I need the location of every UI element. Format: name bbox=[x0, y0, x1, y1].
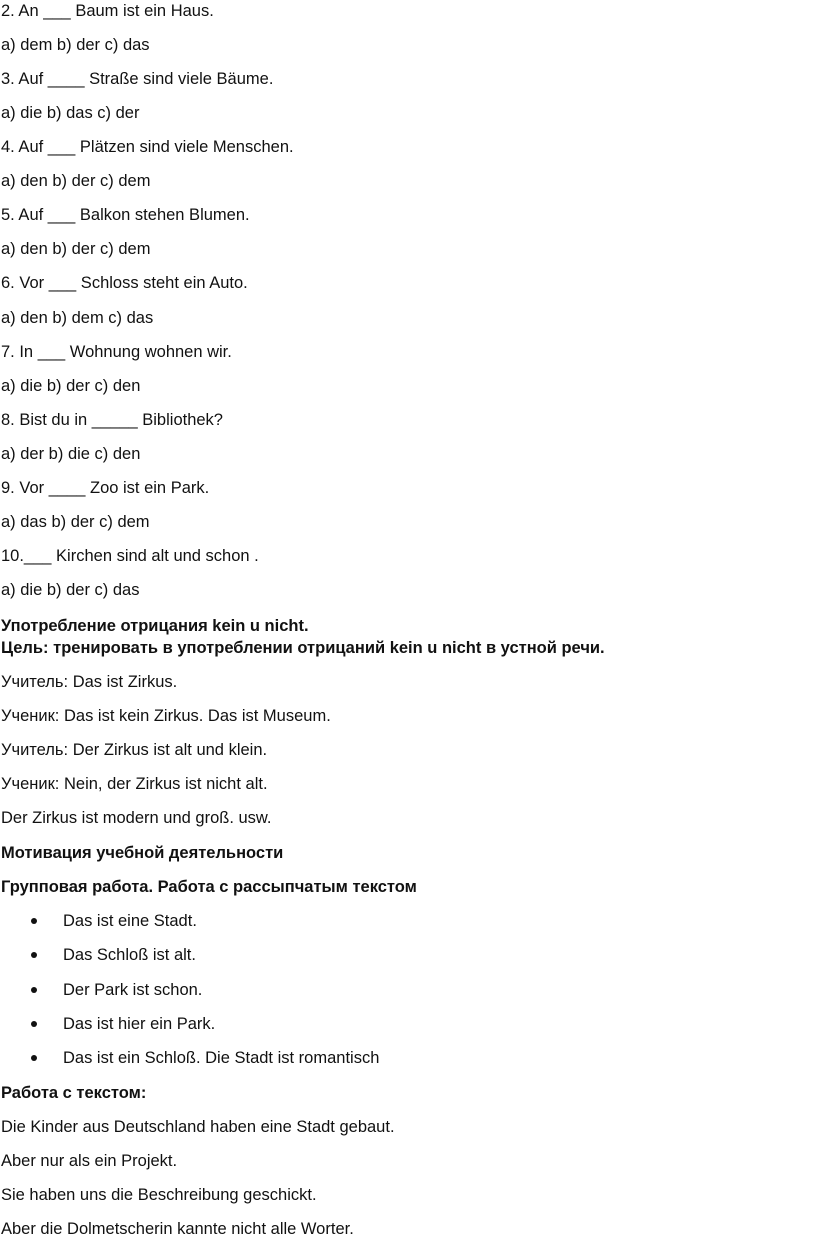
list-item-text: Das ist eine Stadt. bbox=[63, 912, 197, 930]
exercise-options: a) die b) das c) der bbox=[1, 104, 140, 122]
text-line: Aber die Dolmetscherin kannte nicht alle Worter. bbox=[1, 1220, 354, 1238]
bullet-icon bbox=[31, 1055, 37, 1061]
dialogue-line: Учитель: Der Zirkus ist alt und klein. bbox=[1, 741, 268, 759]
exercise-options: a) den b) der c) dem bbox=[1, 240, 151, 258]
exercise-options: a) die b) der c) den bbox=[1, 377, 141, 395]
exercise-question: 9. Vor ____ Zoo ist ein Park. bbox=[1, 479, 210, 497]
exercise-question: 8. Bist du in _____ Bibliothek? bbox=[1, 411, 223, 429]
text-line: Aber nur als ein Projekt. bbox=[1, 1152, 178, 1170]
exercise-options: a) das b) der c) dem bbox=[1, 513, 150, 531]
bullet-icon bbox=[31, 1021, 37, 1027]
exercise-options: a) der b) die c) den bbox=[1, 445, 141, 463]
exercise-question: 6. Vor ___ Schloss steht ein Auto. bbox=[1, 274, 248, 292]
list-item-text: Der Park ist schon. bbox=[63, 981, 203, 999]
motivation-heading: Мотивация учебной деятельности bbox=[1, 844, 284, 862]
list-item-text: Das ist ein Schloß. Die Stadt ist romantisch bbox=[63, 1049, 380, 1067]
exercise-options: a) die b) der c) das bbox=[1, 581, 140, 599]
exercise-options: a) dem b) der c) das bbox=[1, 36, 150, 54]
exercise-options: a) den b) der c) dem bbox=[1, 172, 151, 190]
exercise-question: 2. An ___ Baum ist ein Haus. bbox=[1, 2, 214, 20]
dialogue-line: Der Zirkus ist modern und groß. usw. bbox=[1, 809, 272, 827]
bullet-icon bbox=[31, 987, 37, 993]
exercise-question: 7. In ___ Wohnung wohnen wir. bbox=[1, 343, 232, 361]
exercise-question: 10.___ Kirchen sind alt und schon . bbox=[1, 547, 259, 565]
list-item-text: Das Schloß ist alt. bbox=[63, 946, 196, 964]
exercise-question: 4. Auf ___ Plätzen sind viele Menschen. bbox=[1, 138, 294, 156]
section-goal: Цель: тренировать в употреблении отрицаний kein u nicht в устной речи. bbox=[1, 639, 605, 657]
bullet-icon bbox=[31, 952, 37, 958]
text-line: Die Kinder aus Deutschland haben eine Stadt gebaut. bbox=[1, 1118, 395, 1136]
section-heading: Употребление отрицания kein u nicht. bbox=[1, 617, 309, 635]
list-item-text: Das ist hier ein Park. bbox=[63, 1015, 216, 1033]
bullet-icon bbox=[31, 918, 37, 924]
dialogue-line: Ученик: Das ist kein Zirkus. Das ist Museum. bbox=[1, 707, 331, 725]
exercise-question: 5. Auf ___ Balkon stehen Blumen. bbox=[1, 206, 250, 224]
group-work-heading: Групповая работа. Работа с рассыпчатым текстом bbox=[1, 878, 417, 896]
exercise-question: 3. Auf ____ Straße sind viele Bäume. bbox=[1, 70, 274, 88]
text-line: Sie haben uns die Beschreibung geschickt. bbox=[1, 1186, 317, 1204]
dialogue-line: Учитель: Das ist Zirkus. bbox=[1, 673, 178, 691]
text-work-heading: Работа с текстом: bbox=[1, 1084, 147, 1102]
exercise-options: a) den b) dem c) das bbox=[1, 309, 154, 327]
dialogue-line: Ученик: Nein, der Zirkus ist nicht alt. bbox=[1, 775, 268, 793]
